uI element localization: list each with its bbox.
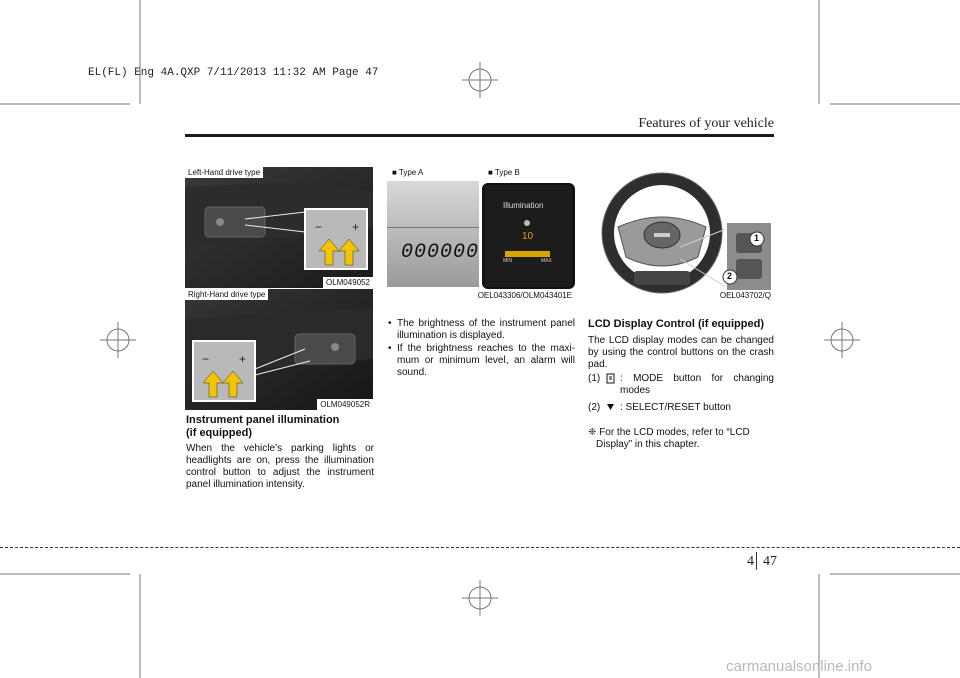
lcd-control-section xyxy=(588,318,774,451)
rhd-dashboard-illustration xyxy=(185,289,373,410)
brightness-notes xyxy=(387,318,575,380)
watermark: carmanualsonline.info xyxy=(726,658,872,675)
callout-1: 1 xyxy=(754,233,760,243)
steering-wheel-illustration xyxy=(588,167,774,301)
lhd-image-code: OLM049052 xyxy=(323,277,373,288)
min-label: MIN xyxy=(503,258,513,264)
brightness-bullet-list xyxy=(387,318,575,379)
rhd-caption: Right-Hand drive type xyxy=(185,289,268,300)
lcd-digits: 000000 xyxy=(401,241,480,264)
display-image-code: OEL043306/OLM043401E xyxy=(475,290,575,301)
illumination-heading xyxy=(186,414,374,440)
mode-button-icon xyxy=(606,373,620,397)
list-item: • The brightness of the instrument panel illumination is displayed. xyxy=(387,318,575,342)
type-b-label: ■ Type B xyxy=(485,167,523,178)
svg-text:−: − xyxy=(315,220,323,234)
mode-item-number: (1) xyxy=(588,373,601,384)
down-triangle-icon xyxy=(606,402,620,415)
svg-text:+: + xyxy=(352,220,360,234)
illumination-panel-title: Illumination xyxy=(503,201,544,210)
print-slug: EL(FL) Eng 4A.QXP 7/11/2013 11:32 AM Page 47 xyxy=(88,67,379,79)
mode-item-text: : MODE button for changing modes xyxy=(620,373,774,396)
list-item: • If the brightness reaches to the maximum or minimum level, an alarm will sound. xyxy=(387,343,575,379)
svg-text:−: − xyxy=(202,352,210,366)
header-rule xyxy=(185,134,774,137)
mode-button-item xyxy=(588,373,774,397)
page-number-value: 47 xyxy=(763,554,777,569)
lcd-control-heading: LCD Display Control (if equipped) xyxy=(588,318,764,330)
wheel-image-code: OEL043702/Q xyxy=(717,290,774,301)
svg-text:+: + xyxy=(239,352,247,366)
illumination-section xyxy=(186,414,374,491)
brightness-display-illustration xyxy=(387,167,575,301)
steering-wheel-photo xyxy=(588,167,774,301)
select-item-number: (2) xyxy=(588,402,601,413)
callout-2: 2 xyxy=(727,271,733,281)
page-number-divider xyxy=(756,552,757,570)
select-item-text: : SELECT/RESET button xyxy=(620,402,731,413)
lcd-control-body: The LCD display modes can be changed by using the control buttons on the crash pad. xyxy=(588,335,774,370)
illumination-level: 10 xyxy=(522,231,534,242)
running-header: Features of your vehicle xyxy=(638,116,774,131)
footer-dashed-rule xyxy=(0,547,960,548)
page-number xyxy=(747,554,777,570)
lhd-dashboard-illustration xyxy=(185,167,373,288)
illumination-heading-line1: Instrument panel illumination xyxy=(186,414,340,426)
lcd-modes-note: ❈ For the LCD modes, refer to “LCD Display” in this chapter. xyxy=(588,427,750,450)
lhd-caption: Left-Hand drive type xyxy=(185,167,263,178)
illumination-body: When the vehicle’s parking lights or headlights are on, press the illumination control button to adjust the instrument panel illumination intensity. xyxy=(186,443,374,490)
select-reset-item xyxy=(588,402,774,415)
rhd-illumination-photo xyxy=(185,289,373,410)
illumination-heading-line2: (if equipped) xyxy=(186,427,252,439)
lhd-illumination-photo xyxy=(185,167,373,288)
rhd-image-code: OLM049052R xyxy=(317,399,373,410)
brightness-display-photo xyxy=(387,167,575,301)
max-label: MAX xyxy=(541,258,552,264)
type-a-label: ■ Type A xyxy=(389,167,426,178)
chapter-number: 4 xyxy=(747,554,754,569)
